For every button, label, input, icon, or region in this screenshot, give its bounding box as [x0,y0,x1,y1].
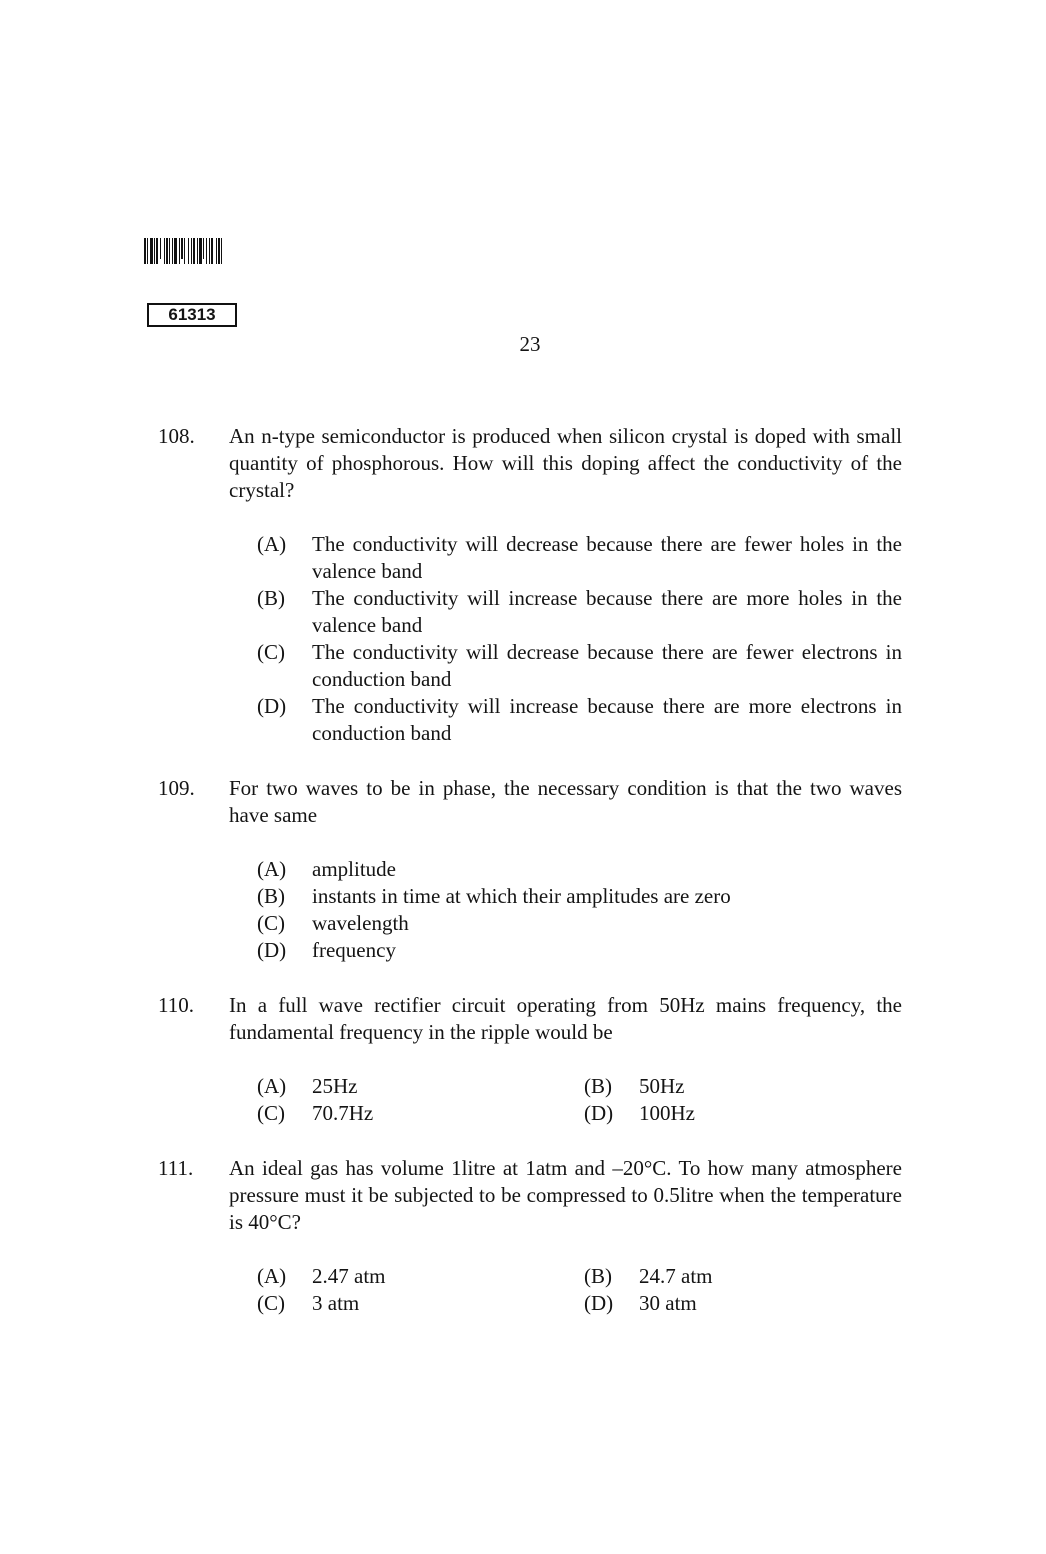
question-number: 110. [158,993,194,1017]
question-number: 111. [158,1156,194,1180]
paper-code: 61313 [147,303,237,327]
question-110 [158,992,902,1127]
option-c [257,639,902,693]
option-text: The conductivity will decrease because there are fewer holes in the valence band [312,532,902,583]
option-text: instants in time at which their amplitudes are zero [312,884,731,908]
option-label: (B) [584,1074,612,1098]
barcode-icon [144,238,288,264]
option-label: (A) [257,857,287,881]
option-c [257,910,902,937]
option-text: amplitude [312,857,396,881]
option-b [584,1263,834,1290]
option-list [257,856,902,964]
question-108 [158,423,902,747]
option-label: (A) [257,532,287,556]
option-text: 25Hz [312,1074,358,1098]
question-text: In a full wave rectifier circuit operating from 50Hz mains frequency, the fundamental frequency in the ripple would be [229,993,902,1044]
option-text: 50Hz [639,1074,685,1098]
option-b [257,883,902,910]
option-c [257,1290,584,1317]
question-number: 108. [158,424,195,448]
option-text: frequency [312,938,396,962]
question-text: For two waves to be in phase, the necessary condition is that the two waves have same [229,776,902,827]
option-text: 70.7Hz [312,1101,374,1125]
question-109 [158,775,902,964]
option-label: (B) [584,1264,612,1288]
option-label: (B) [257,884,285,908]
option-b [257,585,902,639]
question-number: 109. [158,776,195,800]
option-label: (D) [584,1291,614,1315]
option-c [257,1100,584,1127]
option-a [257,1263,584,1290]
option-text: 100Hz [639,1101,695,1125]
option-grid [257,1263,902,1317]
option-text: The conductivity will decrease because there are fewer electrons in conduction band [312,640,902,691]
option-d [584,1100,834,1127]
option-text: 30 atm [639,1291,697,1315]
option-label: (D) [257,694,287,718]
option-list [257,531,902,747]
option-label: (C) [257,1291,285,1315]
option-label: (D) [584,1101,614,1125]
option-grid [257,1073,902,1127]
option-label: (A) [257,1074,287,1098]
option-b [584,1073,834,1100]
page-number: 23 [519,332,541,356]
option-label: (B) [257,586,285,610]
option-text: The conductivity will increase because there are more holes in the valence band [312,586,902,637]
question-text: An ideal gas has volume 1litre at 1atm and –20°C. To how many atmosphere pressure must it be subjected to be compressed to 0.5litre when the temperature is 40°C? [229,1156,902,1234]
option-text: wavelength [312,911,409,935]
option-text: 24.7 atm [639,1264,713,1288]
option-text: The conductivity will increase because there are more electrons in conduction band [312,694,902,745]
option-d [257,937,902,964]
option-text: 2.47 atm [312,1264,386,1288]
option-label: (D) [257,938,287,962]
option-a [257,1073,584,1100]
option-label: (C) [257,1101,285,1125]
option-d [257,693,902,747]
question-111 [158,1155,902,1317]
option-label: (C) [257,911,285,935]
question-text: An n-type semiconductor is produced when silicon crystal is doped with small quantity of phosphorous. How will this doping affect the conductivity of the crystal? [229,424,902,502]
option-d [584,1290,834,1317]
option-text: 3 atm [312,1291,360,1315]
option-label: (A) [257,1264,287,1288]
option-label: (C) [257,640,285,664]
option-a [257,856,902,883]
option-a [257,531,902,585]
